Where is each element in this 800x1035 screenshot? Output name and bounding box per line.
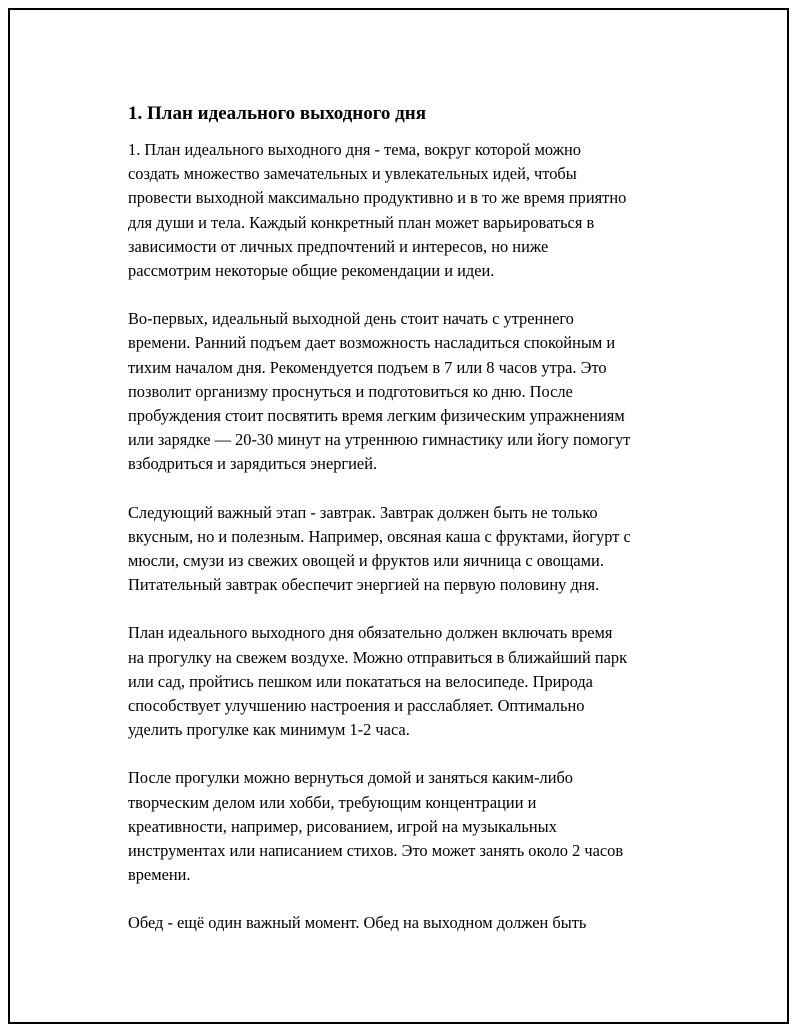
text-line: времени.: [128, 865, 191, 885]
document-body: [128, 102, 728, 960]
text-line: План идеального выходного дня обязательно должен включать время: [128, 623, 613, 643]
paragraph-1: [128, 138, 728, 283]
text-line: на прогулку на свежем воздухе. Можно отправиться в ближайший парк: [128, 647, 628, 667]
text-line: креативности, например, рисованием, игрой на музыкальных: [128, 816, 557, 836]
page-border: [8, 8, 789, 1024]
text-line: После прогулки можно вернуться домой и заняться каким-либо: [128, 768, 573, 788]
text-line: тихим началом дня. Рекомендуется подъем в 7 или 8 часов утра. Это: [128, 357, 607, 377]
text-line: Следующий важный этап - завтрак. Завтрак должен быть не только: [128, 502, 598, 522]
text-line: или зарядке — 20-30 минут на утреннюю гимнастику или йогу помогут: [128, 430, 631, 450]
text-line: провести выходной максимально продуктивно и в то же время приятно: [128, 188, 627, 208]
paragraph-3: [128, 501, 728, 598]
paragraph-4: [128, 621, 728, 742]
text-line: позволит организму проснуться и подготовиться ко дню. После: [128, 381, 573, 401]
text-line: творческим делом или хобби, требующим концентрации и: [128, 792, 537, 812]
text-line: рассмотрим некоторые общие рекомендации и идеи.: [128, 261, 495, 281]
paragraph-6: [128, 911, 728, 935]
paragraph-2: [128, 307, 728, 476]
text-line: взбодриться и зарядиться энергией.: [128, 454, 378, 474]
text-line: способствует улучшению настроения и расслабляет. Оптимально: [128, 696, 585, 716]
text-line: зависимости от личных предпочтений и интересов, но ниже: [128, 236, 549, 256]
paragraph-5: [128, 766, 728, 887]
text-line: или сад, пройтись пешком или покататься на велосипеде. Природа: [128, 671, 593, 691]
text-line: пробуждения стоит посвятить время легким физическим упражнениям: [128, 406, 625, 426]
text-line: времени. Ранний подъем дает возможность насладиться спокойным и: [128, 333, 616, 353]
text-line: мюсли, смузи из свежих овощей и фруктов или яичница с овощами.: [128, 551, 604, 571]
text-line: уделить прогулке как минимум 1-2 часа.: [128, 720, 410, 740]
text-line: Питательный завтрак обеспечит энергией на первую половину дня.: [128, 575, 600, 595]
text-line: инструментах или написанием стихов. Это может занять около 2 часов: [128, 841, 624, 861]
text-line: создать множество замечательных и увлекательных идей, чтобы: [128, 164, 577, 184]
text-line: 1. План идеального выходного дня - тема, вокруг которой можно: [128, 140, 581, 159]
text-line: вкусным, но и полезным. Например, овсяная каша с фруктами, йогурт с: [128, 526, 631, 546]
text-line: Обед - ещё один важный момент. Обед на выходном должен быть: [128, 913, 587, 933]
text-line: Во-первых, идеальный выходной день стоит начать с утреннего: [128, 309, 574, 329]
document-title: 1. План идеального выходного дня: [128, 103, 426, 124]
text-line: для души и тела. Каждый конкретный план может варьироваться в: [128, 212, 595, 232]
